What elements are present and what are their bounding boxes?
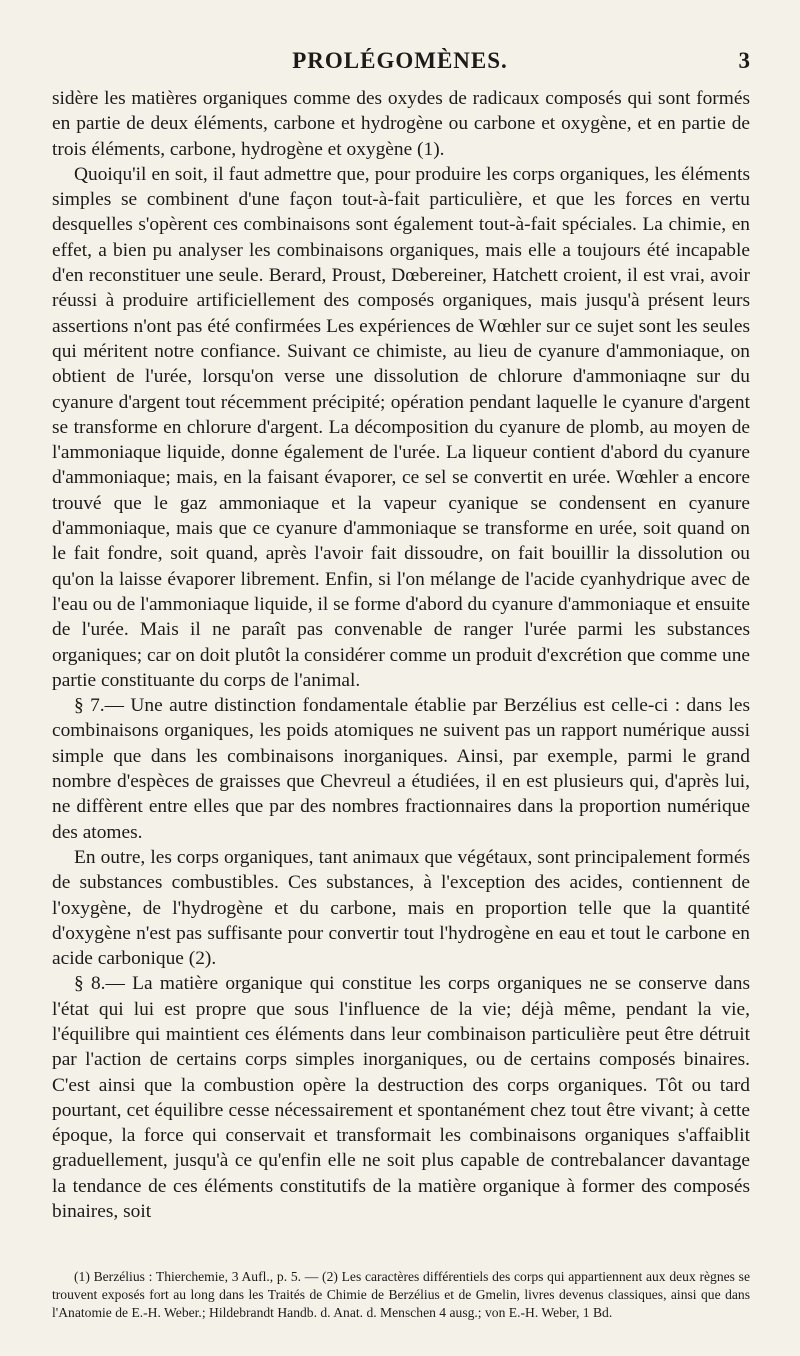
page-header: [50, 48, 750, 82]
footnotes: [52, 1268, 750, 1322]
footnote-text: (1) Berzélius : Thierchemie, 3 Aufl., p. 5. — (2) Les caractères différentiels des corps qui appartiennent aux deux règnes se trouvent exposés fort au long dans les Traités de Chimie de Berzélius et de Gmelin, livres devenus classiques, ainsi que dans l'Anatomie de E.-H. Weber.; Hildebrandt Handb. d. Anat. d. Menschen 4 ausg.; von E.-H. Weber, 1 Bd.: [52, 1269, 750, 1320]
paragraph: En outre, les corps organiques, tant animaux que végétaux, sont principalement formés de substances combustibles. Ces substances, à l'exception des acides, contiennent de l'oxygène, de l'hydrogène et du carbone, mais en proportion telle que la quantité d'oxygène n'est pas suffisante pour convertir tout l'hydrogène en eau et tout le carbone en acide carbonique (2).: [52, 846, 750, 970]
paragraph: sidère les matières organiques comme des oxydes de radicaux composés qui sont formés en partie de deux éléments, carbone et hydrogène ou carbone et oxygène, et en partie de trois éléments, carbone, hydrogène et oxygène (1).: [52, 88, 750, 160]
running-title: PROLÉGOMÈNES.: [292, 48, 508, 73]
paragraph: Quoiqu'il en soit, il faut admettre que, pour produire les corps organiques, les éléments simples se combinent d'une façon tout-à-fait particulière, et que les forces en vertu desquelles s'opèrent ces combinaisons sont également tout-à-fait spéciales. La chimie, en effet, a bien pu analyser les combinaisons organiques, mais elle a toujours été incapable d'en reconstituer une seule. Berard, Proust, Dœbereiner, Hatchett croient, il est vrai, avoir réussi à produire artificiellement des composés organiques, mais jusqu'à présent leurs assertions n'ont pas été confirmées Les expériences de Wœhler sur ce sujet sont les seules qui méritent notre confiance. Suivant ce chimiste, au lieu de cyanure d'ammoniaque, on obtient de l'urée, lorsqu'on verse une dissolution de chlorure d'ammoniaqne sur du cyanure d'argent tout récemment précipité; opération pendant laquelle le cyanure d'argent se transforme en chlorure d'argent. La décomposition du cyanure de plomb, au moyen de l'ammoniaque liquide, donne également de l'urée. La liqueur contient d'abord du cyanure d'ammoniaque; mais, en la faisant évaporer, ce sel se convertit en urée. Wœhler a encore trouvé que le gaz ammoniaque et la vapeur cyanique se condensent en cyanure d'ammoniaque, mais que ce cyanure d'ammoniaque se transforme en urée, soit quand on le fait fondre, soit quand, après l'avoir fait dissoudre, on fait bouillir la dissolution ou qu'on la laisse évaporer librement. Enfin, si l'on mélange de l'acide cyanhydrique avec de l'eau ou de l'ammoniaque liquide, il se forme d'abord du cyanure d'ammoniaque et ensuite de l'urée. Mais il ne paraît pas convenable de ranger l'urée parmi les substances organiques; car on doit plutôt la considérer comme un produit d'excrétion que comme une partie constituante du corps de l'animal.: [52, 163, 750, 691]
paragraph: § 8.— La matière organique qui constitue les corps organiques ne se conserve dans l'état qui lui est propre que sous l'influence de la vie; déjà même, pendant la vie, l'équilibre qui maintient ces éléments dans leur combinaison particulière peut être détruit par l'action de certains corps simples inorganiques, ou de certains composés binaires. C'est ainsi que la combustion opère la destruction des corps organiques. Tôt ou tard pourtant, cet équilibre cesse nécessairement et spontanément chez tout être vivant; à cette époque, la force qui conservait et transformait les combinaisons organiques s'affaiblit graduellement, jusqu'à ce qu'enfin elle ne soit plus capable de contrebalancer davantage la tendance de ces éléments constitutifs de la matière organique à former des composés binaires, soit: [52, 973, 750, 1223]
body-text: [52, 86, 750, 1224]
page-number: 3: [738, 48, 750, 73]
paragraph: § 7.— Une autre distinction fondamentale établie par Berzélius est celle-ci : dans les combinaisons organiques, les poids atomiques ne suivent pas un rapport numérique aussi simple que dans les combinaisons inorganiques. Ainsi, par exemple, parmi le grand nombre d'espèces de graisses que Chevreul a étudiées, il en est plusieurs qui, d'après lui, ne diffèrent entre elles que par des nombres fractionnaires dans la proportion numérique des atomes.: [52, 695, 750, 843]
